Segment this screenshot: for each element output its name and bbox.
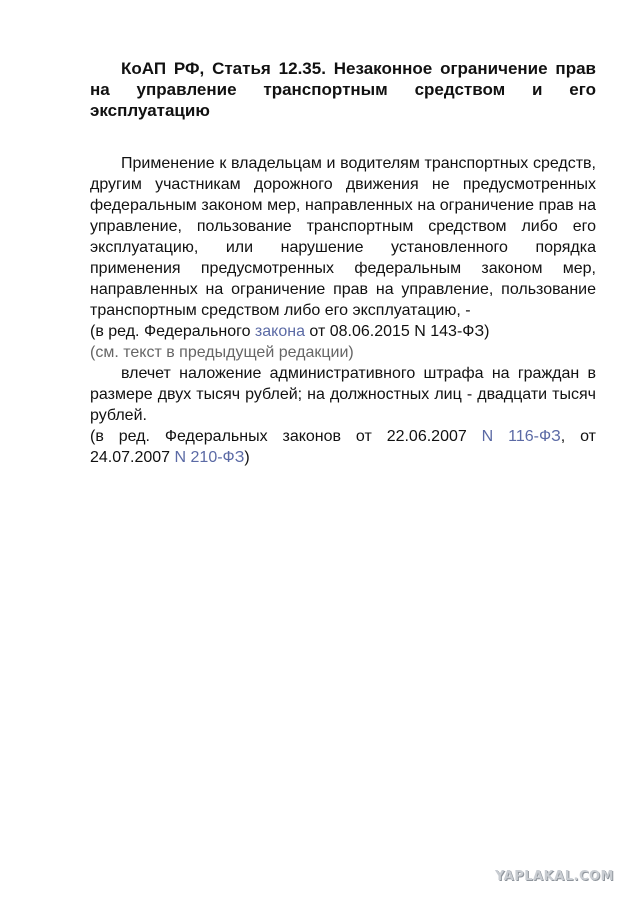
law-link[interactable]: закона [254, 323, 305, 340]
article-paragraph: Применение к владельцам и водителям транспортных средств, другим участникам дорожного движения не предусмотренных федеральным законом мер, направленных на ограничение прав на управление, пользование транспортным средством либо его эксплуатацию, или нарушение установленного порядка применения предусмотренных федеральным законом мер, направленных на ограничение прав на управление, пользование транспортным средством либо его эксплуатацию, - [90, 155, 596, 319]
amendment-middle: , от 24.07.2007 [90, 428, 597, 466]
penalty-paragraph: влечет наложение административного штрафа на граждан в размере двух тысяч рублей; на должностных лиц - двадцати тысяч рублей. [90, 365, 596, 424]
amendment-note-1 [90, 321, 596, 342]
previous-edition-link[interactable]: (см. текст в предыдущей редакции) [90, 344, 354, 361]
amendment-suffix: от 08.06.2015 N 143-ФЗ) [304, 323, 490, 340]
document-page [90, 58, 596, 468]
article-heading: КоАП РФ, Статья 12.35. Незаконное ограничение прав на управление транспортным средством и его эксплуатацию [90, 59, 596, 120]
amendment-prefix: (в ред. Федерального [90, 323, 255, 340]
amendment-suffix: ) [244, 449, 250, 466]
law-link-210[interactable]: N 210-ФЗ [174, 449, 245, 466]
amendment-note-2 [90, 426, 596, 468]
site-watermark: YAPLAKAL.COM [495, 869, 614, 884]
law-link-116[interactable]: N 116-ФЗ [481, 428, 561, 445]
amendment-prefix: (в ред. Федеральных законов от 22.06.2007 [90, 428, 482, 445]
article-body [90, 153, 596, 468]
